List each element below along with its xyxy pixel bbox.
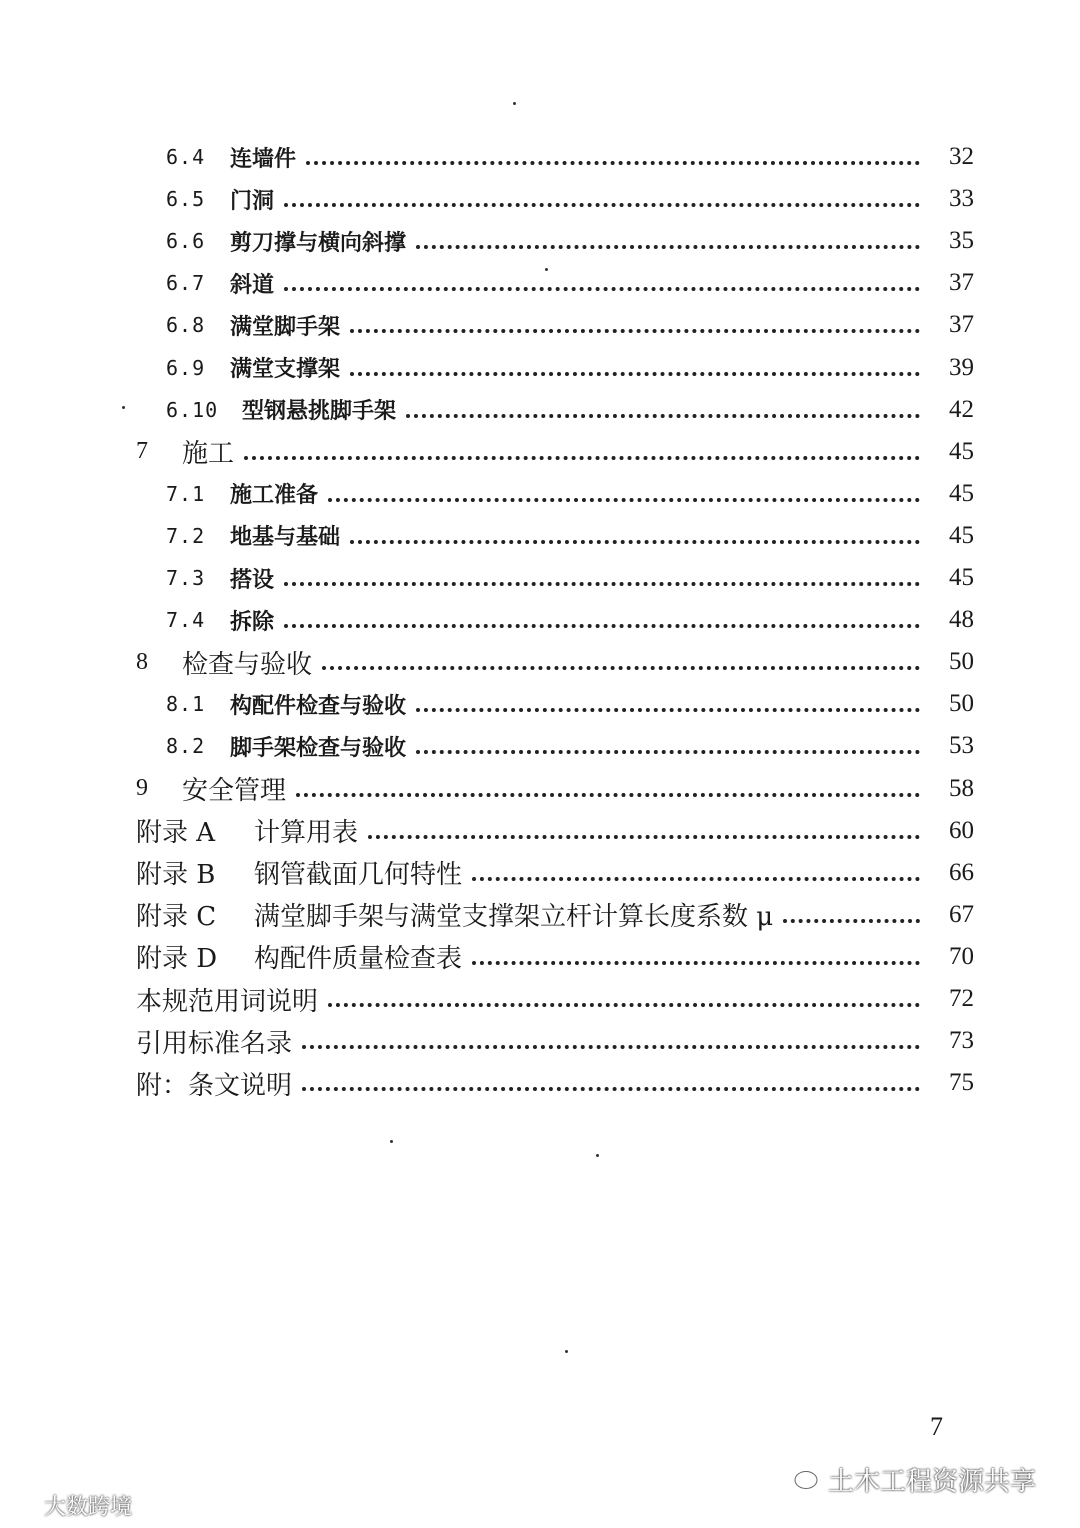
toc-entry[interactable] bbox=[0, 1062, 1080, 1104]
watermark-left-text: 大数跨境 bbox=[44, 1495, 133, 1520]
dot-leader bbox=[328, 1003, 920, 1007]
dot-leader bbox=[284, 203, 920, 207]
chat-bubble-icon bbox=[10, 1492, 36, 1520]
toc-entry-page: 72 bbox=[949, 985, 974, 1012]
toc-entry-number: 7.1 bbox=[166, 481, 206, 506]
toc-entry-label bbox=[136, 938, 462, 975]
toc-entry-title: 钢管截面几何特性 bbox=[254, 860, 463, 891]
toc-entry-page: 37 bbox=[949, 269, 974, 297]
toc-entry-label bbox=[166, 563, 274, 594]
toc-entry-number: 6.8 bbox=[166, 313, 206, 338]
toc-entry-number: 附录 B bbox=[136, 860, 216, 891]
toc-entry-page: 42 bbox=[949, 395, 974, 423]
toc-entry-number: 7.4 bbox=[166, 608, 206, 633]
toc-entry-label bbox=[166, 142, 296, 173]
toc-entry-title: 满堂脚手架 bbox=[230, 313, 341, 340]
toc-entry-number: 6.9 bbox=[166, 355, 206, 380]
toc-entry-label bbox=[136, 981, 318, 1018]
toc-entry-label bbox=[166, 310, 340, 341]
toc-entry-label bbox=[136, 896, 773, 933]
toc-entry-label bbox=[166, 520, 340, 551]
wechat-icon bbox=[780, 1460, 820, 1499]
toc-entry-title: 门洞 bbox=[230, 187, 275, 214]
toc-entry[interactable] bbox=[0, 894, 1080, 936]
toc-entry[interactable] bbox=[0, 557, 1080, 599]
dot-leader bbox=[302, 1087, 920, 1091]
dot-leader bbox=[328, 498, 920, 502]
dot-leader bbox=[472, 877, 920, 881]
toc-entry-label bbox=[136, 1023, 292, 1060]
watermark-left bbox=[10, 1490, 132, 1521]
toc-entry-label bbox=[136, 433, 234, 470]
toc-entry-number: 8.1 bbox=[166, 692, 206, 717]
toc-entry[interactable] bbox=[0, 389, 1080, 431]
toc-entry-number: 6.6 bbox=[166, 229, 206, 254]
toc-entry[interactable] bbox=[0, 515, 1080, 557]
dot-leader bbox=[350, 329, 920, 333]
toc-entry-title: 施工 bbox=[182, 439, 235, 470]
toc-entry[interactable] bbox=[0, 599, 1080, 641]
toc-entry-title: 斜道 bbox=[230, 271, 275, 298]
toc-entry-page: 66 bbox=[949, 858, 974, 886]
toc-entry-number: 8.2 bbox=[166, 734, 206, 759]
toc-entry[interactable] bbox=[0, 473, 1080, 515]
toc-entry-number: 6.7 bbox=[166, 271, 206, 296]
toc-entry-label bbox=[166, 689, 406, 720]
dot-leader bbox=[284, 582, 920, 586]
toc-entry-title: 拆除 bbox=[230, 608, 275, 635]
toc-entry-page: 45 bbox=[949, 479, 974, 507]
toc-entry[interactable] bbox=[0, 220, 1080, 262]
toc-entry-page: 39 bbox=[949, 353, 974, 381]
toc-entry[interactable] bbox=[0, 641, 1080, 683]
toc-entry-title: 施工准备 bbox=[230, 482, 319, 509]
toc-entry[interactable] bbox=[0, 810, 1080, 852]
toc-entry-number: 6.10 bbox=[166, 397, 219, 422]
toc-entry-title: 安全管理 bbox=[182, 776, 287, 806]
dot-leader bbox=[472, 961, 920, 965]
toc-entry-number: 8 bbox=[136, 648, 148, 675]
scan-speck bbox=[545, 268, 548, 271]
toc-entry-title: 型钢悬挑脚手架 bbox=[242, 398, 397, 425]
dot-leader bbox=[302, 1045, 920, 1049]
toc-entry-number: 附录 A bbox=[136, 818, 216, 849]
scan-speck bbox=[513, 102, 516, 105]
toc-entry-title: 满堂脚手架与满堂支撑架立杆计算长度系数 μ bbox=[254, 902, 774, 933]
toc-entry-page: 60 bbox=[949, 816, 974, 844]
toc-entry-number: 6.5 bbox=[166, 187, 206, 212]
toc-entry[interactable] bbox=[0, 852, 1080, 894]
dot-leader bbox=[350, 540, 920, 544]
scan-speck bbox=[122, 406, 125, 409]
toc-entry-number: 附录 C bbox=[136, 902, 217, 933]
toc-entry-page: 67 bbox=[949, 900, 974, 928]
toc-entry-label bbox=[166, 605, 274, 636]
toc-entry-page: 70 bbox=[949, 942, 974, 970]
toc-entry[interactable] bbox=[0, 178, 1080, 220]
toc-entry[interactable] bbox=[0, 431, 1080, 473]
toc-entry-label bbox=[166, 731, 406, 762]
toc-entry-title: 附：条文说明 bbox=[136, 1070, 293, 1101]
toc-entry-number: 7 bbox=[136, 438, 148, 465]
watermark-right bbox=[780, 1460, 1036, 1499]
toc-entry-page: 45 bbox=[949, 564, 974, 591]
toc-entry-page: 35 bbox=[949, 227, 974, 255]
toc-entry-title: 计算用表 bbox=[254, 818, 359, 849]
toc-entry-title: 本规范用词说明 bbox=[136, 986, 319, 1017]
watermark-right-text: 土木工程资源共享 bbox=[828, 1467, 1037, 1497]
toc-entry-page: 58 bbox=[949, 774, 974, 802]
toc-entry-page: 50 bbox=[949, 648, 974, 676]
toc-entry-page: 45 bbox=[949, 437, 974, 465]
toc-entry-page: 75 bbox=[949, 1069, 974, 1097]
toc-entry[interactable] bbox=[0, 304, 1080, 346]
toc-entry-title: 构配件检查与验收 bbox=[230, 692, 407, 719]
dot-leader bbox=[416, 245, 920, 249]
toc-entry-label bbox=[136, 854, 462, 891]
toc-entry-label bbox=[166, 226, 406, 257]
toc-entry-page: 50 bbox=[949, 690, 974, 718]
dot-leader bbox=[296, 793, 920, 797]
toc-entry-label bbox=[136, 1065, 292, 1102]
toc-entry-label bbox=[166, 352, 340, 383]
scan-speck bbox=[565, 1350, 568, 1353]
toc-entry-number: 7.3 bbox=[166, 566, 206, 590]
toc-entry-title: 脚手架检查与验收 bbox=[230, 734, 407, 761]
toc-entry[interactable] bbox=[0, 262, 1080, 304]
toc-entry-title: 搭设 bbox=[230, 566, 275, 593]
toc-entry[interactable] bbox=[0, 768, 1080, 810]
dot-leader bbox=[306, 161, 920, 165]
toc-entry-page: 48 bbox=[949, 606, 974, 634]
toc-entry-title: 引用标准名录 bbox=[136, 1028, 293, 1059]
toc-entry-label bbox=[136, 770, 286, 807]
toc-entry-page: 32 bbox=[949, 143, 974, 170]
toc-entry-number: 7.2 bbox=[166, 523, 206, 548]
toc-entry-number: 6.4 bbox=[166, 145, 206, 169]
toc-entry-title: 剪刀撑与横向斜撑 bbox=[230, 229, 407, 256]
toc-entry-title: 满堂支撑架 bbox=[230, 356, 341, 382]
toc-entry-number: 9 bbox=[136, 775, 148, 801]
dot-leader bbox=[284, 287, 920, 291]
dot-leader bbox=[350, 372, 920, 376]
toc-entry[interactable] bbox=[0, 978, 1080, 1020]
toc-entry-label bbox=[166, 478, 318, 509]
toc-entry-title: 地基与基础 bbox=[230, 524, 341, 551]
toc-entry-label bbox=[136, 644, 312, 681]
toc-entry-page: 53 bbox=[949, 732, 974, 760]
dot-leader bbox=[416, 750, 920, 754]
dot-leader bbox=[322, 666, 920, 670]
toc-entry-label bbox=[166, 394, 396, 425]
dot-leader bbox=[783, 919, 920, 923]
toc-entry-page: 73 bbox=[949, 1027, 974, 1055]
toc-entry-label bbox=[136, 812, 358, 849]
toc-entry-page: 33 bbox=[949, 185, 974, 213]
scan-speck bbox=[390, 1140, 393, 1143]
scan-speck bbox=[596, 1154, 599, 1157]
toc-entry[interactable] bbox=[0, 725, 1080, 767]
toc-entry-title: 连墙件 bbox=[230, 145, 297, 172]
toc-entry-number: 附录 D bbox=[136, 944, 218, 975]
toc-entry-title: 构配件质量检查表 bbox=[254, 944, 463, 975]
dot-leader bbox=[406, 414, 920, 418]
toc-entry-page: 37 bbox=[949, 311, 974, 339]
dot-leader bbox=[284, 624, 920, 628]
toc-entry-label bbox=[166, 268, 274, 299]
toc-entry-label bbox=[166, 184, 274, 215]
dot-leader bbox=[368, 835, 920, 839]
dot-leader bbox=[416, 708, 920, 712]
toc-entry-page: 45 bbox=[949, 521, 974, 549]
toc-entry-title: 检查与验收 bbox=[182, 649, 313, 680]
toc-entry[interactable] bbox=[0, 347, 1080, 389]
toc-entry[interactable] bbox=[0, 136, 1080, 178]
page-number: 7 bbox=[930, 1412, 943, 1441]
toc-entry[interactable] bbox=[0, 936, 1080, 978]
toc-entry[interactable] bbox=[0, 1020, 1080, 1062]
toc-entry[interactable] bbox=[0, 683, 1080, 725]
dot-leader bbox=[244, 456, 920, 460]
